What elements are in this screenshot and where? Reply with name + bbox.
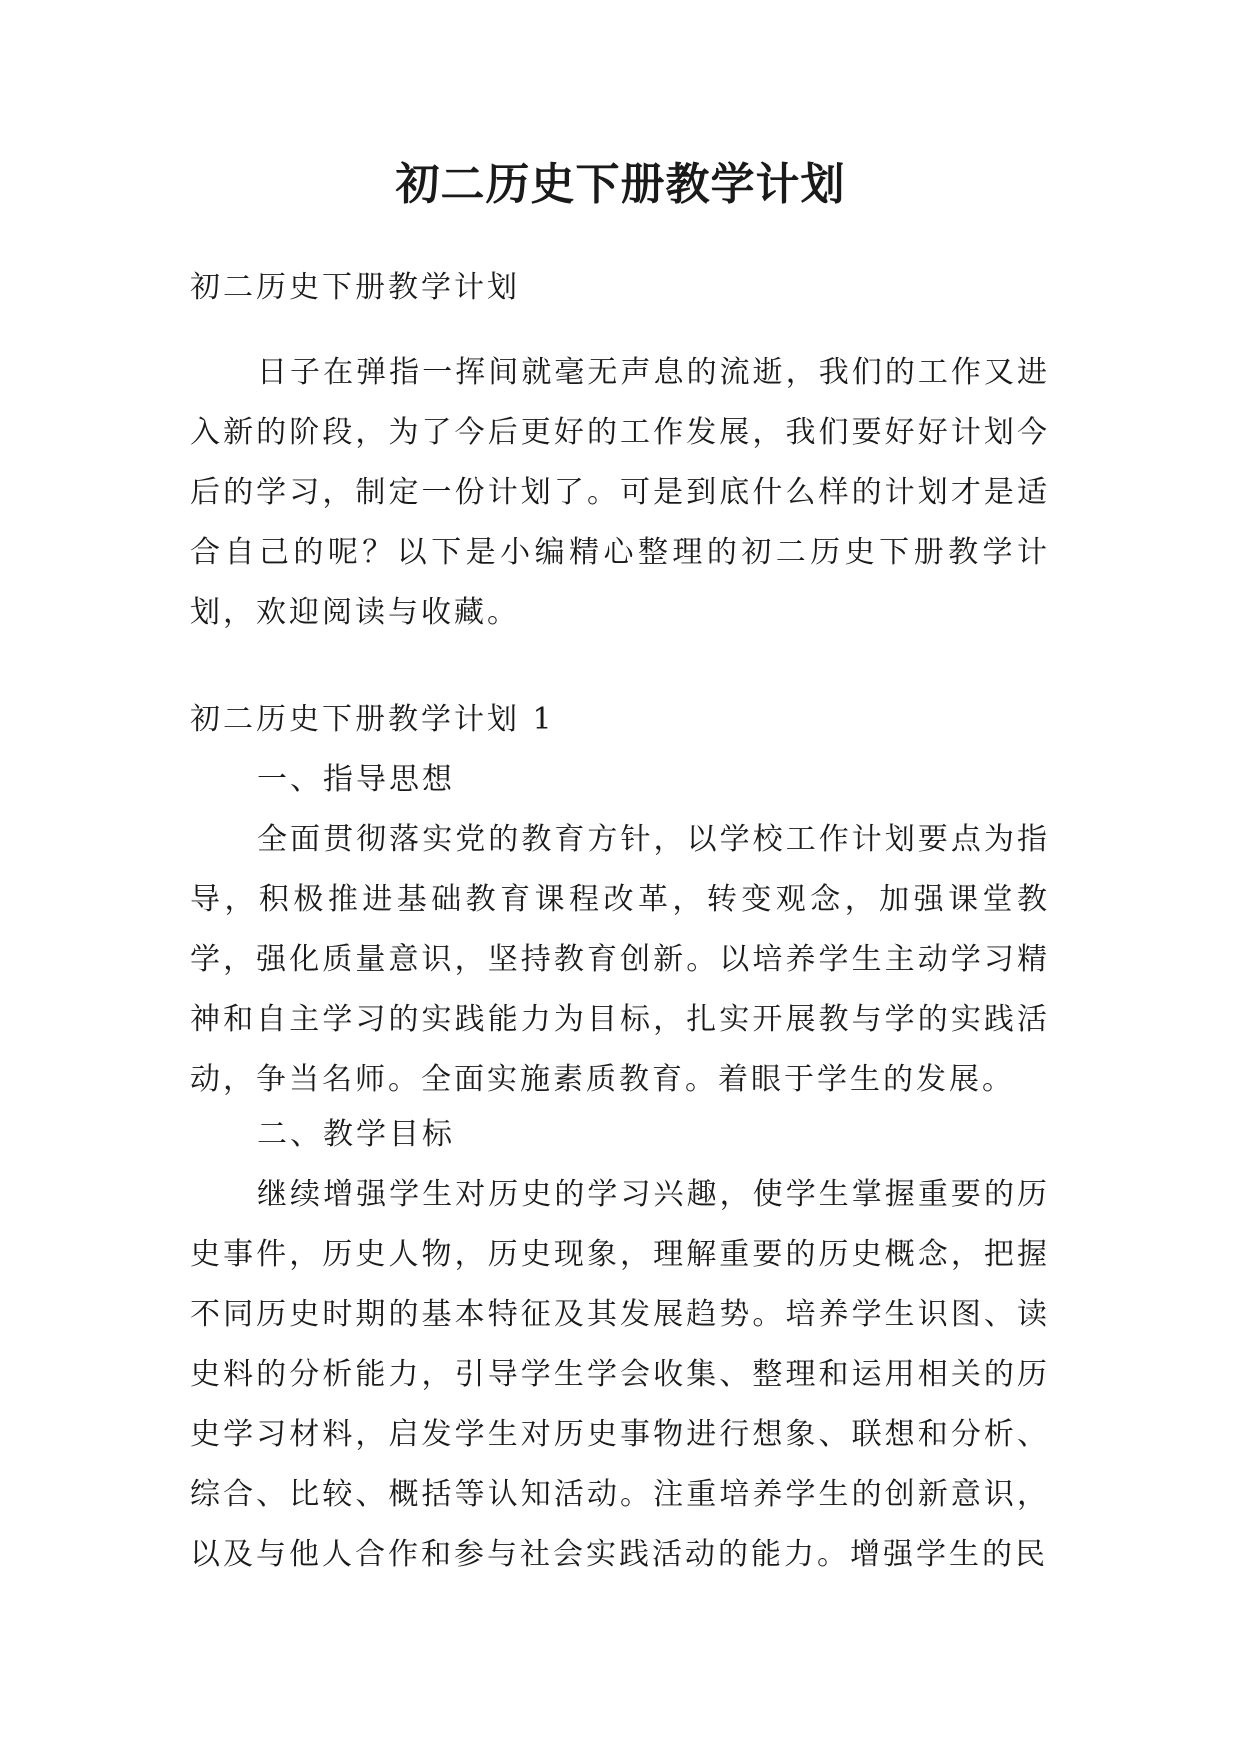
section-heading-teaching-goals: 二、教学目标 [257, 1117, 455, 1152]
document-subtitle: 初二历史下册教学计划 [190, 270, 520, 305]
intro-paragraph: 日子在弹指一挥间就毫无声息的流逝，我们的工作又进入新的阶段，为了今后更好的工作发展，我们要好好计划今后的学习，制定一份计划了。可是到底什么样的计划才是适合自己的呢？以下是小编精心整理的初二历史下册教学计划，欢迎阅读与收藏。 [190, 355, 1050, 630]
document-title: 初二历史下册教学计划 [395, 159, 846, 210]
section-title: 初二历史下册教学计划 1 [190, 702, 555, 737]
guiding-ideology-paragraph: 全面贯彻落实党的教育方针，以学校工作计划要点为指导，积极推进基础教育课程改革，转变观念，加强课堂教学，强化质量意识，坚持教育创新。以培养学生主动学习精神和自主学习的实践能力为目标，扎实开展教与学的实践活动，争当名师。全面实施素质教育。着眼于学生的发展。 [190, 822, 1050, 1097]
section-heading-guiding-ideology: 一、指导思想 [257, 762, 455, 797]
teaching-goals-paragraph: 继续增强学生对历史的学习兴趣，使学生掌握重要的历史事件，历史人物，历史现象，理解重要的历史概念，把握不同历史时期的基本特征及其发展趋势。培养学生识图、读史料的分析能力，引导学生学会收集、整理和运用相关的历史学习材料，启发学生对历史事物进行想象、联想和分析、综合、比较、概括等认知活动。注重培养学生的创新意识，以及与他人合作和参与社会实践活动的能力。增强学生的民 [190, 1177, 1050, 1572]
